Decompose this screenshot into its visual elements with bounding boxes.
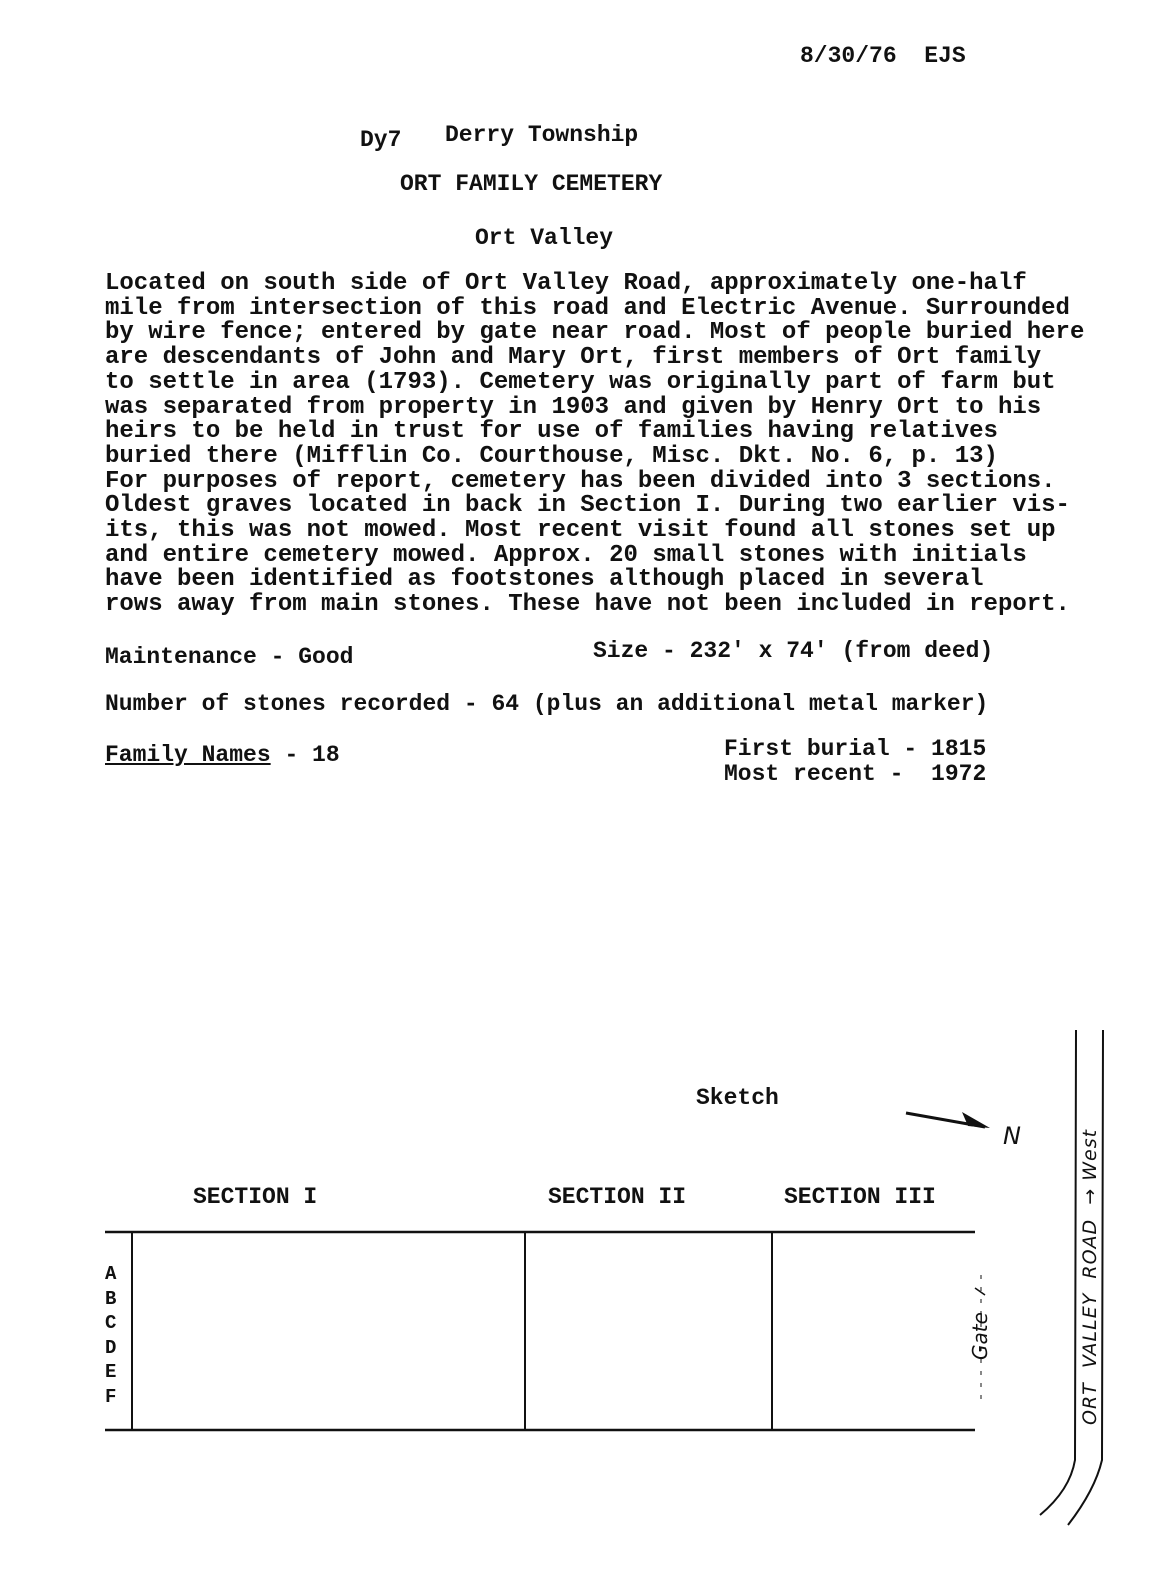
row-label: C	[105, 1312, 117, 1335]
description-line: are descendants of John and Mary Ort, first members of Ort family	[105, 344, 1042, 372]
most-recent-burial: Most recent - 1972	[724, 761, 987, 787]
township-name: Derry Township	[445, 122, 639, 148]
first-burial: First burial - 1815	[724, 736, 987, 762]
description-line: heirs to be held in trust for use of families having relatives	[105, 418, 998, 446]
document-title: ORT FAMILY CEMETERY	[400, 171, 663, 197]
north-label: N	[1003, 1122, 1021, 1150]
section-3-label: SECTION III	[784, 1184, 936, 1210]
description-line: was separated from property in 1903 and given by Henry Ort to his	[105, 393, 1042, 421]
description-line: and entire cemetery mowed. Approx. 20 small stones with initials	[105, 541, 1027, 569]
township-code: Dy7	[360, 127, 402, 153]
road-label: ORT VALLEY ROAD → West	[1079, 1128, 1101, 1425]
description-line: to settle in area (1793). Cemetery was originally part of farm but	[105, 368, 1056, 396]
document-subtitle: Ort Valley	[475, 225, 614, 251]
family-names-value: - 18	[270, 742, 340, 768]
maintenance: Maintenance - Good	[105, 644, 354, 670]
description-line: rows away from main stones. These have not been included in report.	[105, 591, 1070, 619]
description-line: by wire fence; entered by gate near road. Most of people buried here	[105, 319, 1085, 347]
description-line: have been identified as footstones although placed in several	[105, 566, 984, 594]
date-initials: 8/30/76 EJS	[800, 43, 966, 69]
road-edge	[1040, 1030, 1076, 1515]
description-line: Located on south side of Ort Valley Road, approximately one-half	[105, 270, 1027, 297]
description-line: mile from intersection of this road and Electric Avenue. Surrounded	[105, 294, 1070, 322]
description-line: Oldest graves located in back in Section I. During two earlier vis-	[105, 492, 1070, 520]
road-edge	[1068, 1030, 1103, 1525]
sketch-label: Sketch	[696, 1085, 779, 1111]
stones-recorded: Number of stones recorded - 64 (plus an additional metal marker)	[105, 691, 989, 717]
row-label: F	[105, 1385, 117, 1408]
row-label: D	[105, 1336, 117, 1359]
section-2-label: SECTION II	[548, 1184, 687, 1210]
section-1-label: SECTION I	[193, 1184, 318, 1210]
description-line: its, this was not mowed. Most recent visit found all stones set up	[105, 517, 1056, 545]
family-names-label: Family Names	[105, 742, 271, 768]
north-arrow-icon	[962, 1112, 990, 1128]
gate-label: Gate	[968, 1312, 992, 1360]
row-label: E	[105, 1361, 117, 1384]
description-line: buried there (Mifflin Co. Courthouse, Misc. Dkt. No. 6, p. 13)	[105, 442, 998, 470]
description-line: For purposes of report, cemetery has been divided into 3 sections.	[105, 467, 1056, 495]
row-label: A	[105, 1263, 117, 1285]
row-label: B	[105, 1287, 117, 1310]
size: Size - 232' x 74' (from deed)	[593, 638, 994, 664]
